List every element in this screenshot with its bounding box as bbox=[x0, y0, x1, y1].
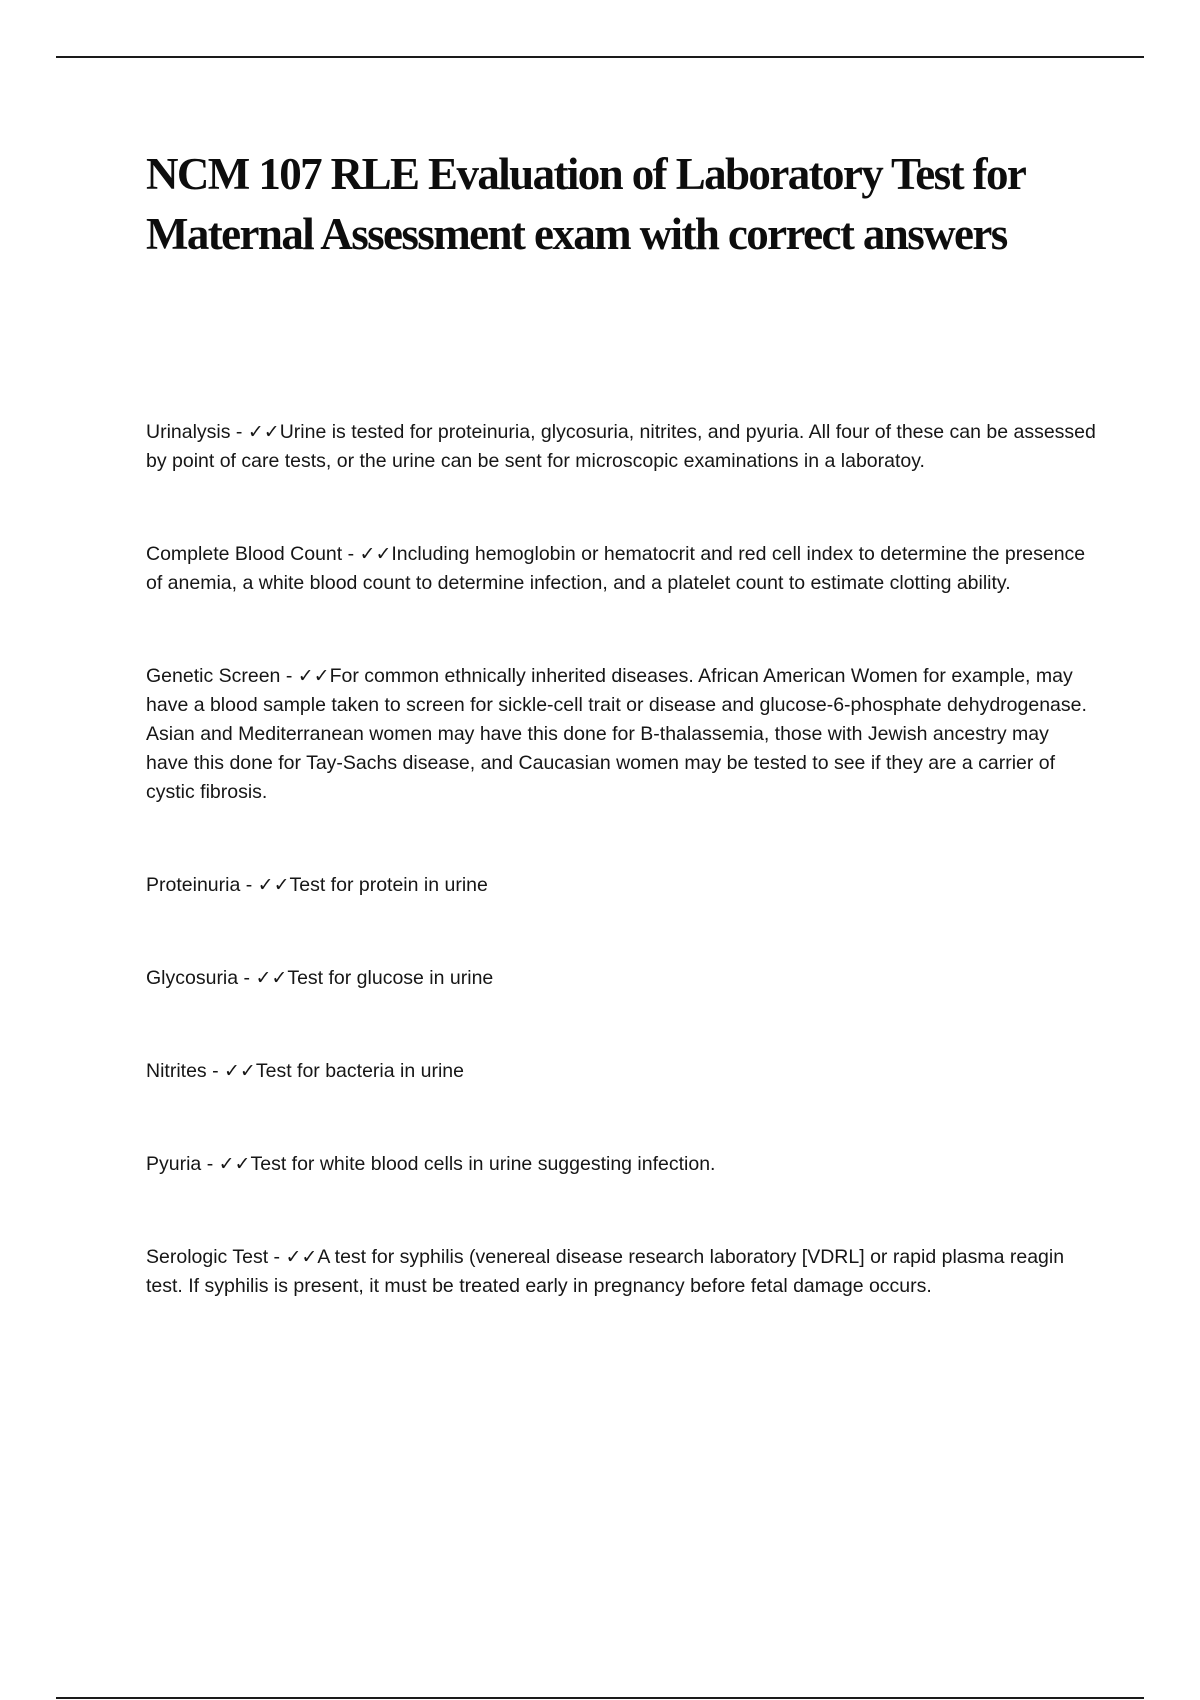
qa-item bbox=[146, 540, 1096, 598]
qa-separator: - bbox=[268, 1246, 286, 1268]
qa-separator: - bbox=[201, 1153, 219, 1175]
qa-separator: - bbox=[280, 665, 298, 687]
qa-item bbox=[146, 871, 1096, 900]
qa-item bbox=[146, 662, 1096, 807]
qa-separator: - bbox=[240, 874, 258, 896]
qa-term: Proteinuria bbox=[146, 874, 241, 896]
bottom-rule bbox=[56, 1697, 1144, 1699]
qa-answer: Including hemoglobin or hematocrit and red cell index to determine the presence of anemia, a white blood count to determine infection, and a platelet count to estimate clotting ability. bbox=[146, 543, 1086, 594]
qa-answer: Test for white blood cells in urine suggesting infection. bbox=[250, 1153, 716, 1175]
check-marks-icon: ✓✓ bbox=[247, 421, 280, 443]
check-marks-icon: ✓✓ bbox=[359, 543, 392, 565]
check-marks-icon: ✓✓ bbox=[285, 1246, 318, 1268]
qa-separator: - bbox=[238, 967, 256, 989]
qa-term: Genetic Screen bbox=[146, 665, 281, 687]
qa-answer: For common ethnically inherited diseases. African American Women for example, may have a blood sample taken to screen for sickle-cell trait or disease and glucose-6-phosphate dehydrogenase. Asian and Mediterranean women may have this done for B-thalassemia, those with Jewish ancestry may have this done for Tay-Sachs disease, and Caucasian women may be tested to see if they are a carrier of cystic fibrosis. bbox=[146, 665, 1087, 803]
check-marks-icon: ✓✓ bbox=[257, 874, 290, 896]
qa-separator: - bbox=[206, 1060, 225, 1082]
qa-item bbox=[146, 1150, 1096, 1179]
qa-item bbox=[146, 1057, 1096, 1086]
qa-list bbox=[146, 418, 1096, 1301]
qa-answer: Urine is tested for proteinuria, glycosuria, nitrites, and pyuria. All four of these can be assessed by point of care tests, or the urine can be sent for microscopic examinations in a laboratoy. bbox=[146, 421, 1096, 472]
check-marks-icon: ✓✓ bbox=[297, 665, 330, 687]
qa-term: Nitrites bbox=[146, 1060, 207, 1082]
qa-item bbox=[146, 964, 1096, 993]
qa-item bbox=[146, 1243, 1096, 1301]
top-rule bbox=[56, 56, 1144, 58]
check-marks-icon: ✓✓ bbox=[218, 1153, 251, 1175]
qa-answer: Test for bacteria in urine bbox=[255, 1060, 464, 1082]
qa-term: Urinalysis bbox=[146, 421, 231, 443]
qa-answer: Test for protein in urine bbox=[289, 874, 488, 896]
qa-term: Complete Blood Count bbox=[146, 543, 343, 565]
qa-answer: Test for glucose in urine bbox=[287, 967, 494, 989]
qa-separator: - bbox=[342, 543, 360, 565]
qa-separator: - bbox=[230, 421, 248, 443]
qa-term: Serologic Test bbox=[146, 1246, 269, 1268]
qa-term: Pyuria bbox=[146, 1153, 202, 1175]
qa-item bbox=[146, 418, 1096, 476]
check-marks-icon: ✓✓ bbox=[255, 967, 288, 989]
qa-term: Glycosuria bbox=[146, 967, 239, 989]
document-title: NCM 107 RLE Evaluation of Laboratory Test for Maternal Assessment exam with correct answers bbox=[146, 149, 1025, 259]
qa-answer: A test for syphilis (venereal disease research laboratory [VDRL] or rapid plasma reagin test. If syphilis is present, it must be treated early in pregnancy before fetal damage occurs. bbox=[146, 1246, 1065, 1297]
check-marks-icon: ✓✓ bbox=[224, 1060, 256, 1082]
